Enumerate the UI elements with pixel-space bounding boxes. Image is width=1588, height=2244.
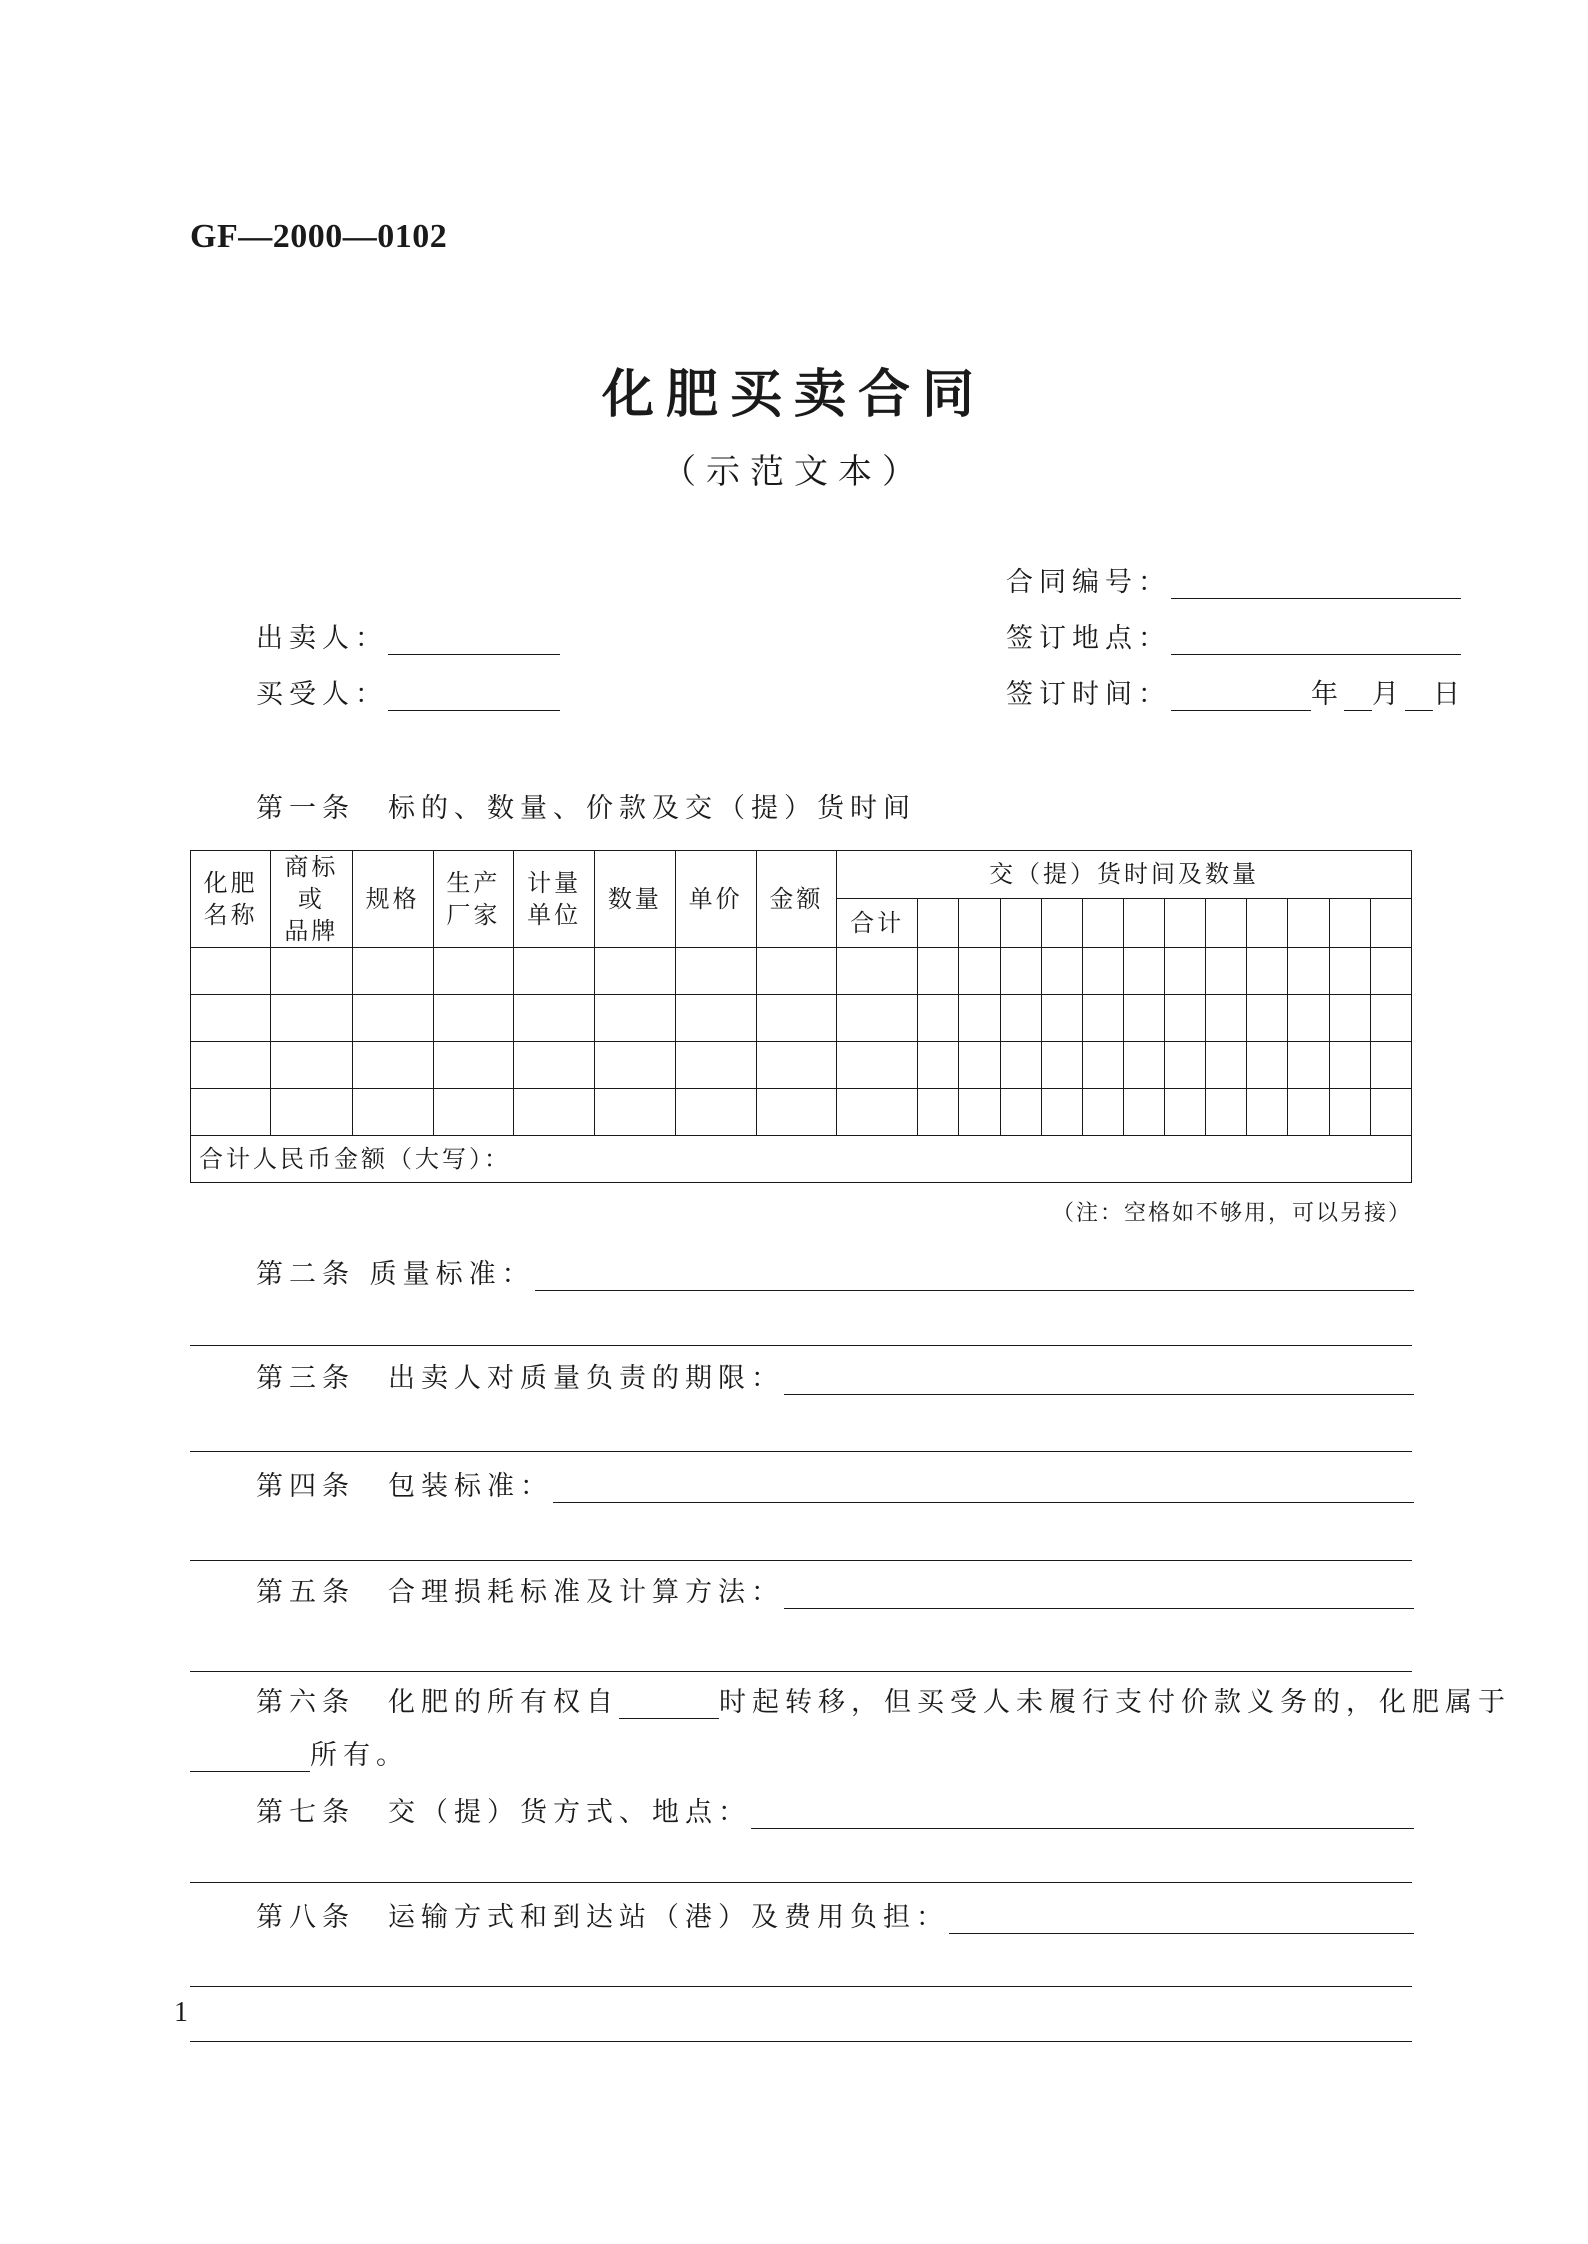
table-cell[interactable] <box>271 995 352 1042</box>
table-cell[interactable] <box>1247 1089 1288 1136</box>
table-cell[interactable] <box>595 948 675 995</box>
clause-6-continued <box>190 1733 409 1772</box>
sign-place-label: 签订地点： <box>1006 623 1171 654</box>
clause-4-extra-line[interactable] <box>190 1560 1412 1561</box>
contract-number-label: 合同编号： <box>1006 567 1171 598</box>
delivery-period-cell[interactable] <box>959 898 1000 947</box>
sign-month-blank[interactable] <box>1344 680 1372 711</box>
table-cell[interactable] <box>191 948 271 995</box>
table-header-row <box>191 851 1412 899</box>
table-cell[interactable] <box>1165 1089 1206 1136</box>
seller-field <box>256 616 560 655</box>
table-cell[interactable] <box>1370 995 1411 1042</box>
table-cell[interactable] <box>514 995 595 1042</box>
clause-8-label: 第八条 运输方式和到达站（港）及费用负担： <box>256 1902 949 1933</box>
table-cell[interactable] <box>675 1089 756 1136</box>
table-cell[interactable] <box>1165 995 1206 1042</box>
sign-time-field <box>1006 672 1466 711</box>
seller-blank[interactable] <box>388 624 560 655</box>
table-cell[interactable] <box>191 1042 271 1089</box>
sign-day-blank[interactable] <box>1405 680 1433 711</box>
day-label: 日 <box>1433 679 1466 710</box>
buyer-label: 买受人： <box>256 679 388 710</box>
col-manufacturer: 生产 厂家 <box>433 851 513 948</box>
table-cell[interactable] <box>433 948 513 995</box>
clause-1-text: 第一条 标的、数量、价款及交（提）货时间 <box>256 793 916 824</box>
table-cell[interactable] <box>1370 1042 1411 1089</box>
table-row <box>191 1089 1412 1136</box>
table-cell[interactable] <box>271 1089 352 1136</box>
table-cell[interactable] <box>918 1042 959 1089</box>
goods-table <box>190 850 1412 1183</box>
table-cell[interactable] <box>1082 1089 1123 1136</box>
table-cell[interactable] <box>1041 1042 1082 1089</box>
clause-8-blank[interactable] <box>949 1903 1414 1934</box>
clause-6-text-b: 时起转移，但买受人未履行支付价款义务的，化肥属于 <box>719 1687 1511 1718</box>
delivery-period-cell[interactable] <box>1329 898 1370 947</box>
table-cell[interactable] <box>675 948 756 995</box>
delivery-period-cell[interactable] <box>1165 898 1206 947</box>
clause-7 <box>256 1790 1414 1829</box>
table-cell[interactable] <box>595 1042 675 1089</box>
document-code: GF—2000—0102 <box>190 218 448 255</box>
table-cell[interactable] <box>433 995 513 1042</box>
contract-number-field <box>1006 560 1461 599</box>
table-cell[interactable] <box>1288 995 1329 1042</box>
sign-time-label: 签订时间： <box>1006 679 1171 710</box>
table-cell[interactable] <box>1206 948 1247 995</box>
table-cell[interactable] <box>1329 948 1370 995</box>
table-cell[interactable] <box>1041 948 1082 995</box>
buyer-field <box>256 672 560 711</box>
table-cell[interactable] <box>837 1089 918 1136</box>
clause-6 <box>256 1680 1511 1719</box>
table-cell[interactable] <box>1206 1089 1247 1136</box>
table-cell[interactable] <box>271 1042 352 1089</box>
table-cell[interactable] <box>1206 1042 1247 1089</box>
month-label: 月 <box>1372 679 1405 710</box>
clause-2-extra-line[interactable] <box>190 1345 1412 1346</box>
table-cell[interactable] <box>1041 1089 1082 1136</box>
clause-4-label: 第四条 包装标准： <box>256 1471 553 1502</box>
table-cell[interactable] <box>1123 1042 1164 1089</box>
sign-place-blank[interactable] <box>1171 624 1461 655</box>
delivery-period-cell[interactable] <box>1000 898 1041 947</box>
table-cell[interactable] <box>1000 1089 1041 1136</box>
table-cell[interactable] <box>595 995 675 1042</box>
table-cell[interactable] <box>514 948 595 995</box>
table-cell[interactable] <box>1041 995 1082 1042</box>
table-cell[interactable] <box>1288 1089 1329 1136</box>
table-cell[interactable] <box>1123 1089 1164 1136</box>
col-delivery-schedule: 交（提）货时间及数量 <box>837 851 1412 899</box>
delivery-period-cell[interactable] <box>1370 898 1411 947</box>
clause-7-label: 第七条 交（提）货方式、地点： <box>256 1797 751 1828</box>
delivery-period-cell[interactable] <box>1247 898 1288 947</box>
table-cell[interactable] <box>433 1042 513 1089</box>
delivery-period-cell[interactable] <box>1041 898 1082 947</box>
table-cell[interactable] <box>1082 1042 1123 1089</box>
table-cell[interactable] <box>959 995 1000 1042</box>
table-row <box>191 948 1412 995</box>
clause-3-blank[interactable] <box>784 1364 1414 1395</box>
table-cell[interactable] <box>1123 995 1164 1042</box>
table-cell[interactable] <box>675 1042 756 1089</box>
table-cell[interactable] <box>1000 1042 1041 1089</box>
col-unit-price: 单价 <box>675 851 756 948</box>
clause-8-extra-line-1[interactable] <box>190 1986 1412 1987</box>
table-cell[interactable] <box>595 1089 675 1136</box>
table-cell[interactable] <box>756 1042 836 1089</box>
sign-year-blank[interactable] <box>1171 680 1311 711</box>
clause-8 <box>256 1895 1414 1934</box>
table-cell[interactable] <box>918 995 959 1042</box>
table-cell[interactable] <box>837 995 918 1042</box>
table-cell[interactable] <box>1329 1042 1370 1089</box>
clause-7-extra-line[interactable] <box>190 1882 1412 1883</box>
table-cell[interactable] <box>1165 1042 1206 1089</box>
seller-label: 出卖人： <box>256 623 388 654</box>
table-cell[interactable] <box>675 995 756 1042</box>
table-cell[interactable] <box>352 995 433 1042</box>
table-cell[interactable] <box>514 1042 595 1089</box>
table-cell[interactable] <box>1082 948 1123 995</box>
clause-6-text-c: 所有。 <box>310 1740 409 1771</box>
table-cell[interactable] <box>1123 948 1164 995</box>
clause-5-blank[interactable] <box>784 1578 1414 1609</box>
clause-2-label: 第二条 质量标准： <box>256 1259 535 1290</box>
clause-2-blank[interactable] <box>535 1260 1414 1291</box>
clause-4 <box>256 1464 1414 1503</box>
delivery-period-cell[interactable] <box>1082 898 1123 947</box>
table-cell[interactable] <box>433 1089 513 1136</box>
table-cell[interactable] <box>352 1042 433 1089</box>
contract-title: 化肥买卖合同 <box>601 365 986 425</box>
table-cell[interactable] <box>1247 948 1288 995</box>
table-cell[interactable] <box>1370 948 1411 995</box>
col-quantity: 数量 <box>595 851 675 948</box>
col-brand: 商标或 品牌 <box>271 851 352 948</box>
col-amount: 金额 <box>756 851 836 948</box>
ownership-party-blank[interactable] <box>190 1741 310 1772</box>
clause-6-text-a: 第六条 化肥的所有权自 <box>256 1687 619 1718</box>
ownership-transfer-time-blank[interactable] <box>619 1688 719 1719</box>
col-delivery-total: 合计 <box>837 898 918 947</box>
table-cell[interactable] <box>1329 995 1370 1042</box>
clause-5-label: 第五条 合理损耗标准及计算方法： <box>256 1577 784 1608</box>
col-fertilizer-name: 化肥 名称 <box>191 851 271 948</box>
table-cell[interactable] <box>1329 1089 1370 1136</box>
table-cell[interactable] <box>1247 1042 1288 1089</box>
table-cell[interactable] <box>352 948 433 995</box>
clause-3-extra-line[interactable] <box>190 1451 1412 1452</box>
clause-4-blank[interactable] <box>553 1472 1414 1503</box>
table-row <box>191 995 1412 1042</box>
clause-7-blank[interactable] <box>751 1798 1414 1829</box>
table-cell[interactable] <box>959 948 1000 995</box>
clause-3 <box>256 1356 1414 1395</box>
sign-place-field <box>1006 616 1461 655</box>
table-cell[interactable] <box>959 1089 1000 1136</box>
table-cell[interactable] <box>352 1089 433 1136</box>
delivery-period-cell[interactable] <box>1288 898 1329 947</box>
col-spec: 规格 <box>352 851 433 948</box>
contract-number-blank[interactable] <box>1171 568 1461 599</box>
page-number: 1 <box>174 1997 188 2028</box>
table-cell[interactable] <box>514 1089 595 1136</box>
table-cell[interactable] <box>756 1089 836 1136</box>
table-note: （注：空格如不够用，可以另接） <box>1051 1201 1412 1226</box>
table-total-row <box>191 1136 1412 1183</box>
clause-8-extra-line-2[interactable] <box>190 2041 1412 2042</box>
clause-5-extra-line[interactable] <box>190 1671 1412 1672</box>
delivery-period-cell[interactable] <box>1123 898 1164 947</box>
col-unit: 计量 单位 <box>514 851 595 948</box>
table-row <box>191 1042 1412 1089</box>
table-cell[interactable] <box>1247 995 1288 1042</box>
delivery-period-cell[interactable] <box>918 898 959 947</box>
table-cell[interactable] <box>1000 948 1041 995</box>
table-cell[interactable] <box>1082 995 1123 1042</box>
table-cell[interactable] <box>191 1089 271 1136</box>
table-cell[interactable] <box>756 995 836 1042</box>
clause-2 <box>256 1252 1414 1291</box>
total-amount-cell[interactable]: 合计人民币金额（大写）： <box>191 1136 1412 1183</box>
table-cell[interactable] <box>1000 995 1041 1042</box>
table-cell[interactable] <box>1206 995 1247 1042</box>
table-cell[interactable] <box>918 948 959 995</box>
table-cell[interactable] <box>837 1042 918 1089</box>
table-cell[interactable] <box>918 1089 959 1136</box>
buyer-blank[interactable] <box>388 680 560 711</box>
clause-5 <box>256 1570 1414 1609</box>
clause-3-label: 第三条 出卖人对质量负责的期限： <box>256 1363 784 1394</box>
table-cell[interactable] <box>756 948 836 995</box>
clause-1-heading <box>256 786 916 825</box>
table-cell[interactable] <box>959 1042 1000 1089</box>
table-cell[interactable] <box>191 995 271 1042</box>
contract-subtitle: （示范文本） <box>662 452 926 492</box>
table-cell[interactable] <box>1370 1089 1411 1136</box>
delivery-period-cell[interactable] <box>1206 898 1247 947</box>
year-label: 年 <box>1311 679 1344 710</box>
table-cell[interactable] <box>837 948 918 995</box>
table-cell[interactable] <box>271 948 352 995</box>
table-cell[interactable] <box>1288 948 1329 995</box>
table-cell[interactable] <box>1165 948 1206 995</box>
table-cell[interactable] <box>1288 1042 1329 1089</box>
